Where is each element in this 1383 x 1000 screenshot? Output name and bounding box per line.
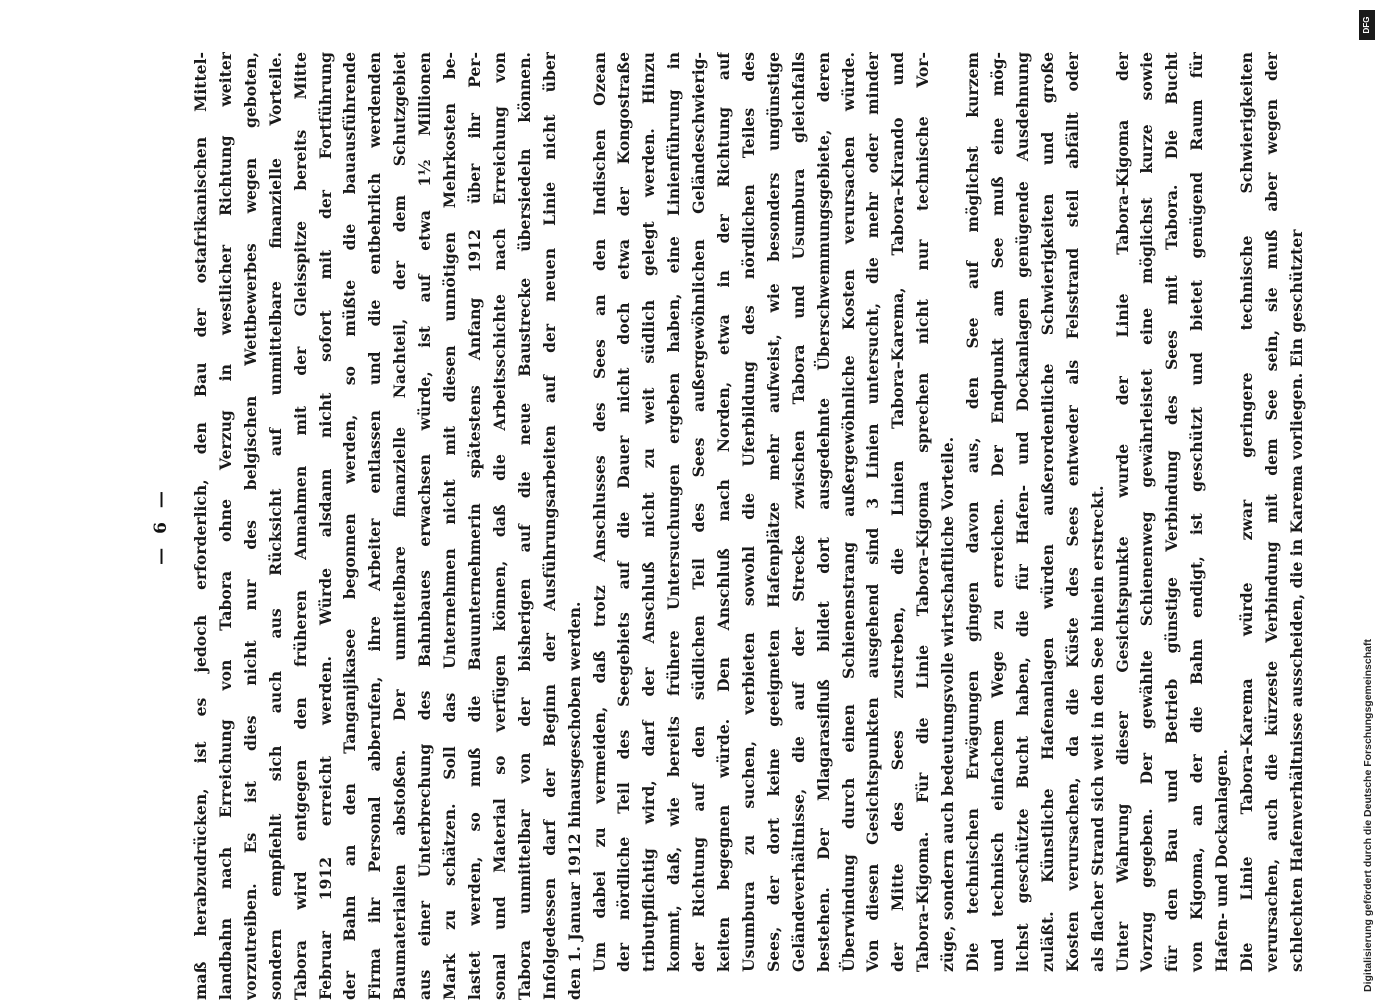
- credit-text: Digitalisierung gefördert durch die Deutsche Forschungsgemeinschaft: [1362, 639, 1374, 992]
- paragraph: [189, 52, 588, 1000]
- text-line: Tabora–Kigoma. Für die Linie Tabora–Kigoma sprechen nicht nur technische Vor-: [913, 52, 933, 972]
- text-line: tributpflichtig wird, darf der Anschluß nicht zu weit südlich gelegt werden. Hinzu: [639, 52, 659, 972]
- text-line: Infolgedessen darf der Beginn der Ausführungsarbeiten auf der neuen Linie nicht über: [539, 52, 559, 1000]
- text-line: Usumbura zu suchen, verbieten sowohl die Uferbildung des nördlichen Teiles des: [738, 52, 758, 972]
- paragraph: [961, 52, 1110, 1000]
- text-line: lichst geschützte Bucht haben, die für Hafen- und Dockanlagen genügende Ausdehnung: [1012, 52, 1032, 972]
- text-line: kommt, daß, wie bereits frühere Untersuchungen ergeben haben, eine Linienführung in: [664, 52, 684, 972]
- paragraph: [1235, 52, 1310, 1000]
- text-line: sondern empfiehlt sich auch aus Rücksicht auf unmittelbare finanzielle Vorteile.: [265, 52, 285, 1000]
- text-line: Geländeverhältnisse, die auf der Strecke zwischen Tabora und Usumbura gleichfalls: [788, 52, 808, 972]
- dfg-logo: DFG: [1359, 10, 1375, 40]
- text-line: züge, sondern auch bedeutungsvolle wirtschaftliche Vorteile.: [938, 436, 958, 972]
- text-line: für den Bau und Betrieb günstige Verbindung des Sees mit Tabora. Die Bucht: [1162, 52, 1182, 972]
- page-number: — 6 —: [151, 487, 171, 565]
- text-line: lastet werden, so muß die Bauunternehmerin spätestens Anfang 1912 über ihr Per-: [464, 52, 484, 1000]
- text-line: Die technischen Erwägungen gingen davon aus, den See auf möglichst kurzem: [963, 52, 983, 972]
- text-line: Von diesen Gesichtspunkten ausgehend sind 3 Linien untersucht, die mehr oder minder: [863, 52, 883, 972]
- text-line: Sees, der dort keine geeigneten Hafenplätze mehr aufweist, wie besonders ungünstige: [763, 52, 783, 972]
- text-line: landbahn nach Erreichung von Tabora ohne Verzug in westlicher Richtung weiter: [215, 52, 235, 1000]
- text-line: Februar 1912 erreicht werden. Würde alsdann nicht sofort mit der Fortführung: [315, 52, 335, 1000]
- text-line: aus einer Unterbrechung des Bahnbaues erwachsen würde, ist auf etwa 1½ Millionen: [415, 52, 435, 1000]
- paragraph: [588, 52, 962, 1000]
- text-line: vorzutreiben. Es ist dies nicht nur des belgischen Wettbewerbes wegen geboten,: [240, 52, 260, 1000]
- text-line: der nördliche Teil des Seegebiets auf die Dauer nicht doch etwa der Kongostraße: [614, 52, 634, 972]
- text-line: Tabora wird entgegen den früheren Annahmen mit der Gleisspitze bereits Mitte: [290, 52, 310, 1000]
- digitization-credit: [1357, 0, 1379, 1000]
- text-line: der Mitte des Sees zustreben, die Linien Tabora–Karema, Tabora–Kirando und: [888, 52, 908, 972]
- text-line: Unter Wahrung dieser Gesichtspunkte wurde der Linie Tabora–Kigoma der: [1112, 52, 1132, 972]
- text-line: bestehen. Der Mlagarasifluß bildet dort ausgedehnte Überschwemmungsgebiete, deren: [813, 52, 833, 972]
- text-line: Tabora unmittelbar von der bisherigen auf die neue Baustrecke übersiedeln können.: [514, 52, 534, 1000]
- text-line: Firma ihr Personal abberufen, ihre Arbeiter entlassen und die entbehrlich werdenden: [365, 52, 385, 1000]
- text-line: der Richtung auf den südlichen Teil des Sees außergewöhnlichen Geländeschwierig-: [689, 52, 709, 972]
- text-line: den 1. Januar 1912 hinausgeschoben werden.: [564, 601, 584, 1000]
- paragraph: [1111, 52, 1236, 1000]
- text-line: von Kigoma, an der die Bahn endigt, ist geschützt und bietet genügend Raum für: [1187, 52, 1207, 972]
- text-line: verursachen, auch die kürzeste Verbindung mit dem See sein, sie muß aber wegen der: [1261, 52, 1281, 972]
- body-text: [189, 52, 1310, 1000]
- text-line: zuläßt. Künstliche Hafenanlagen würden außerordentliche Schwierigkeiten und große: [1037, 52, 1057, 972]
- text-line: der Bahn an den Tanganjikasee begonnen werden, so müßte die bauausführende: [340, 52, 360, 1000]
- text-line: maß herabzudrücken, ist es jedoch erforderlich, den Bau der ostafrikanischen Mittel-: [191, 52, 210, 1000]
- text-line: Mark zu schätzen. Soll das Unternehmen nicht mit diesen unnötigen Mehrkosten be-: [440, 52, 460, 1000]
- text-line: keiten begegnen würde. Den Anschluß nach Norden, etwa in der Richtung auf: [714, 52, 734, 972]
- text-line: Um dabei zu vermeiden, daß trotz Anschlusses des Sees an den Indischen Ozean: [589, 52, 609, 972]
- text-line: Kosten verursachen, da die Küste des Sees entweder als Felsstrand steil abfällt oder: [1062, 52, 1082, 972]
- text-line: als flacher Strand sich weit in den See hinein erstreckt.: [1087, 485, 1107, 972]
- text-line: Überwindung durch einen Schienenstrang außergewöhnliche Kosten verursachen würde.: [838, 52, 858, 972]
- rotated-page: [141, 52, 1306, 1000]
- text-line: Die Linie Tabora–Karema würde zwar geringere technische Schwierigkeiten: [1237, 52, 1257, 972]
- text-line: und technisch einfachem Wege zu erreichen. Der Endpunkt am See muß eine mög-: [988, 52, 1007, 972]
- text-line: schlechten Hafenverhältnisse ausscheiden, die in Karema vorliegen. Ein geschützter: [1286, 229, 1306, 972]
- text-line: sonal und Material so verfügen können, daß die Arbeitsschichte nach Erreichung von: [489, 52, 509, 1000]
- text-line: Vorzug gegeben. Der gewählte Schienenweg gewährleistet eine möglichst kurze sowie: [1137, 52, 1157, 972]
- text-line: Hafen- und Dockanlagen.: [1212, 749, 1232, 972]
- text-line: Baumaterialien abstoßen. Der unmittelbare finanzielle Nachteil, der dem Schutzgebiet: [390, 52, 410, 1000]
